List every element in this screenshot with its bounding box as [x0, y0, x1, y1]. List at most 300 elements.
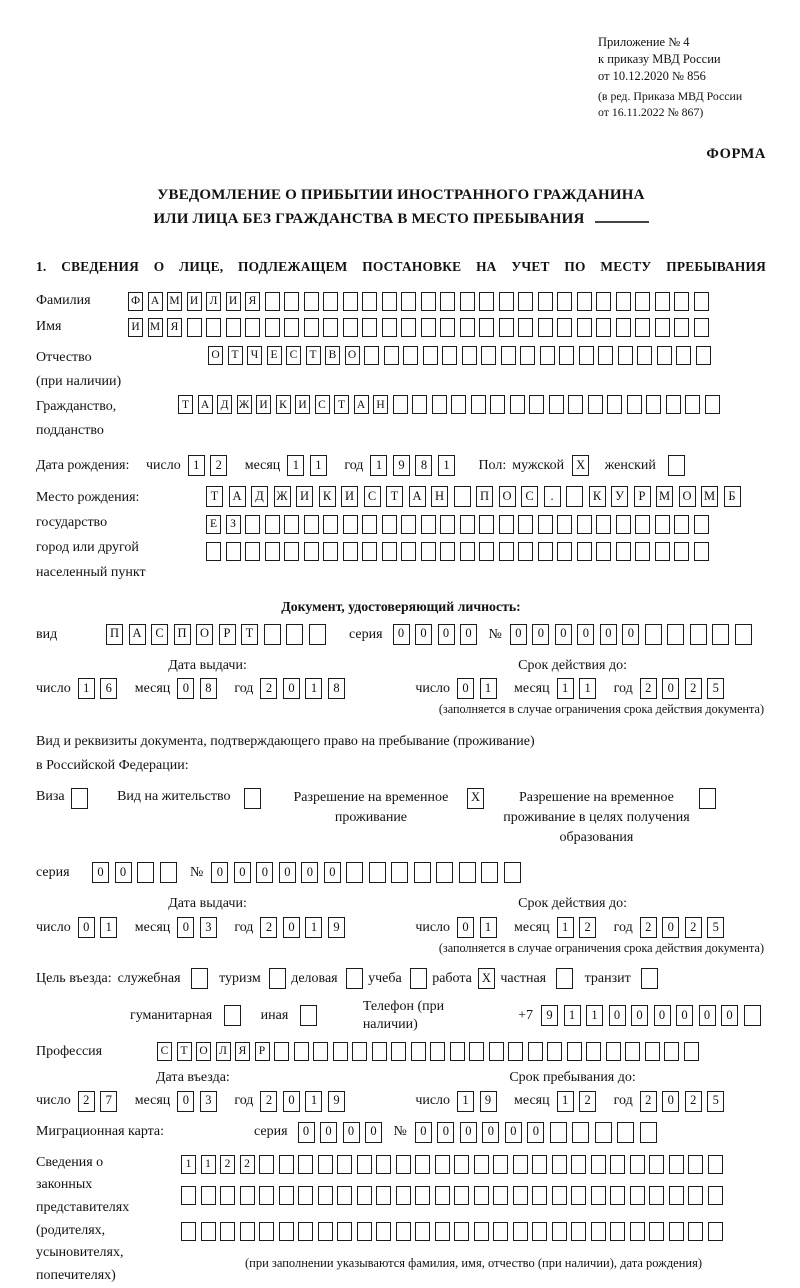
char-cell [279, 1186, 294, 1205]
char-cell: 0 [622, 624, 639, 645]
char-cell [333, 1042, 348, 1061]
residence-series-cells[interactable] [92, 862, 182, 883]
residence-valid-month-cells[interactable] [557, 917, 602, 938]
char-cell [676, 346, 691, 365]
char-cell [630, 1155, 645, 1174]
char-cell: 0 [555, 624, 572, 645]
char-cell [571, 1155, 586, 1174]
char-cell [538, 292, 553, 311]
char-cell [284, 292, 299, 311]
char-cell: 0 [662, 678, 679, 699]
stay-month-cells[interactable] [557, 1091, 602, 1112]
month-label: месяц [134, 681, 171, 697]
char-cell: 1 [480, 678, 497, 699]
entry-month-cells[interactable] [177, 1091, 222, 1112]
char-cell [471, 395, 486, 414]
day-label: число [415, 1093, 451, 1109]
char-cell [294, 1042, 309, 1061]
char-cell: 6 [100, 678, 117, 699]
birth-place-label: Место рождения: государство город или другой населенный пункт [36, 489, 146, 580]
entry-year-cells[interactable] [260, 1091, 350, 1112]
visa-label: Виза [36, 788, 65, 804]
char-cell [493, 1155, 508, 1174]
char-cell [421, 542, 436, 561]
char-cell [357, 1155, 372, 1174]
char-cell [410, 968, 427, 989]
char-cell [490, 395, 505, 414]
char-cell [532, 1186, 547, 1205]
char-cell [265, 542, 280, 561]
char-cell [435, 1186, 450, 1205]
char-cell: 5 [707, 1091, 724, 1112]
doc-number-cells[interactable] [510, 624, 758, 645]
char-cell [415, 1222, 430, 1241]
char-cell [415, 1186, 430, 1205]
char-cell: 7 [100, 1091, 117, 1112]
char-cell [298, 1222, 313, 1241]
appendix-header [598, 34, 766, 121]
char-cell: М [167, 292, 182, 311]
char-cell: В [325, 346, 340, 365]
char-cell: Л [206, 292, 221, 311]
char-cell [226, 318, 241, 337]
purpose-delovaya-label: деловая [291, 970, 338, 986]
doc-series-cells[interactable] [393, 624, 483, 645]
char-cell [616, 318, 631, 337]
char-cell [279, 1222, 294, 1241]
char-cell: 0 [211, 862, 228, 883]
char-cell: С [315, 395, 330, 414]
char-cell: 1 [557, 1091, 574, 1112]
char-cell [479, 542, 494, 561]
char-cell [454, 1222, 469, 1241]
char-cell [641, 968, 658, 989]
char-cell: 1 [579, 678, 596, 699]
doc-kind-label: вид [36, 626, 58, 642]
residence-issue-year-cells[interactable] [260, 917, 350, 938]
char-cell [499, 542, 514, 561]
purpose-rabota-checkbox[interactable] [478, 968, 501, 989]
issue-date-heading: Дата выдачи: [168, 657, 247, 673]
temp-residence-education-checkbox[interactable] [699, 788, 722, 809]
residence-issue-month-cells[interactable] [177, 917, 222, 938]
char-cell: К [589, 486, 606, 507]
valid-year-cells[interactable] [640, 678, 730, 699]
char-cell [538, 542, 553, 561]
citizenship-cells[interactable] [178, 395, 724, 414]
char-cell [566, 486, 583, 507]
char-cell [224, 1005, 241, 1026]
char-cell: 0 [482, 1122, 499, 1143]
char-cell [557, 318, 572, 337]
char-cell: С [364, 486, 381, 507]
revision-line: (в ред. Приказа МВД России [598, 89, 743, 104]
char-cell: 0 [324, 862, 341, 883]
char-cell [423, 346, 438, 365]
series-label: серия [36, 865, 70, 881]
char-cell [240, 1186, 255, 1205]
patronymic-row [36, 346, 766, 394]
char-cell [454, 1186, 469, 1205]
issue-day-cells[interactable] [78, 678, 123, 699]
issue-date-heading: Дата выдачи: [168, 896, 247, 912]
char-cell [630, 1222, 645, 1241]
char-cell: 0 [234, 862, 251, 883]
char-cell [298, 1186, 313, 1205]
char-cell [220, 1222, 235, 1241]
sex-female-label: женский [604, 457, 656, 473]
char-cell: И [226, 292, 241, 311]
birth-place-row3-cells[interactable] [206, 542, 713, 561]
char-cell [435, 1155, 450, 1174]
char-cell: 2 [579, 1091, 596, 1112]
char-cell: 0 [662, 917, 679, 938]
residence-doc-intro: Вид и реквизиты документа, подтверждающего право на пребывание (проживание) в Российской Федерации: [36, 733, 535, 774]
char-cell: 0 [527, 1122, 544, 1143]
year-label: год [613, 919, 633, 935]
char-cell: 9 [393, 455, 410, 476]
valid-month-cells[interactable] [557, 678, 602, 699]
char-cell [499, 318, 514, 337]
char-cell: 0 [365, 1122, 382, 1143]
char-cell: Ж [237, 395, 252, 414]
char-cell [655, 515, 670, 534]
issue-date-group [36, 678, 379, 699]
char-cell: 0 [177, 917, 194, 938]
char-cell [450, 1042, 465, 1061]
firstname-cells[interactable] [128, 318, 713, 337]
char-cell [635, 318, 650, 337]
year-label: год [234, 681, 254, 697]
char-cell [430, 1042, 445, 1061]
char-cell [240, 1222, 255, 1241]
profession-row [36, 1042, 766, 1061]
valid-until-heading: Срок действия до: [518, 896, 627, 912]
char-cell: 9 [328, 917, 345, 938]
purpose-delovaya-checkbox[interactable] [346, 968, 369, 989]
char-cell: Е [267, 346, 282, 365]
char-cell: 0 [609, 1005, 626, 1026]
char-cell [403, 346, 418, 365]
stay-day-cells[interactable] [457, 1091, 502, 1112]
issue-year-cells[interactable] [260, 678, 350, 699]
sex-female-checkbox[interactable] [668, 455, 691, 476]
entry-day-cells[interactable] [78, 1091, 123, 1112]
char-cell: К [276, 395, 291, 414]
number-label: № [393, 1124, 407, 1140]
number-label: № [190, 865, 204, 881]
char-cell: 1 [78, 678, 95, 699]
char-cell: 1 [564, 1005, 581, 1026]
char-cell [245, 542, 260, 561]
char-cell [577, 542, 592, 561]
char-cell: А [148, 292, 163, 311]
char-cell: 9 [480, 1091, 497, 1112]
residence-valid-note: (заполняется в случае ограничения срока действия документа) [438, 940, 764, 955]
char-cell: Л [216, 1042, 231, 1061]
char-cell [635, 515, 650, 534]
month-label: месяц [134, 919, 171, 935]
char-cell: 0 [631, 1005, 648, 1026]
char-cell [440, 515, 455, 534]
char-cell [549, 395, 564, 414]
char-cell [688, 1222, 703, 1241]
char-cell: 1 [305, 917, 322, 938]
char-cell [396, 1155, 411, 1174]
valid-until-group [379, 678, 766, 699]
purpose-chastnaya-label: частная [500, 970, 547, 986]
char-cell [712, 624, 729, 645]
char-cell: 5 [707, 678, 724, 699]
temp-residence-checkbox[interactable] [467, 788, 490, 809]
residence-valid-day-cells[interactable] [457, 917, 502, 938]
char-cell: 0 [600, 624, 617, 645]
birth-year-cells[interactable] [370, 455, 460, 476]
char-cell [369, 862, 386, 883]
char-cell [436, 862, 453, 883]
char-cell [577, 515, 592, 534]
char-cell [411, 1042, 426, 1061]
char-cell [460, 515, 475, 534]
char-cell [318, 1155, 333, 1174]
char-cell [343, 542, 358, 561]
char-cell [513, 1186, 528, 1205]
char-cell: 2 [260, 1091, 277, 1112]
char-cell: 1 [287, 455, 304, 476]
purpose-sluzhebnaya-checkbox[interactable] [191, 968, 214, 989]
migration-series-cells[interactable] [298, 1122, 388, 1143]
char-cell [557, 515, 572, 534]
char-cell [688, 1155, 703, 1174]
char-cell: 2 [220, 1155, 235, 1174]
residence-permit-checkbox[interactable] [244, 788, 267, 809]
char-cell: М [656, 486, 673, 507]
char-cell [357, 1186, 372, 1205]
char-cell [690, 624, 707, 645]
issue-month-cells[interactable] [177, 678, 222, 699]
identity-doc-row [36, 624, 766, 645]
char-cell [393, 395, 408, 414]
char-cell [323, 292, 338, 311]
day-label: число [36, 681, 71, 697]
purpose-tranzit-checkbox[interactable] [641, 968, 664, 989]
char-cell [401, 292, 416, 311]
char-cell [640, 1122, 657, 1143]
char-cell [284, 515, 299, 534]
char-cell [346, 862, 363, 883]
char-cell [588, 395, 603, 414]
profession-cells[interactable] [157, 1042, 703, 1061]
char-cell [304, 542, 319, 561]
char-cell [401, 515, 416, 534]
representatives-row1-cells[interactable] [181, 1155, 727, 1174]
stay-year-cells[interactable] [640, 1091, 730, 1112]
surname-cells[interactable] [128, 292, 713, 311]
char-cell: 0 [283, 1091, 300, 1112]
char-cell [649, 1155, 664, 1174]
char-cell [284, 318, 299, 337]
char-cell: О [196, 1042, 211, 1061]
purpose-ucheba-checkbox[interactable] [410, 968, 433, 989]
sex-male-checkbox[interactable] [572, 455, 595, 476]
purpose-gumanitarnaya-checkbox[interactable] [224, 1005, 247, 1026]
char-cell [137, 862, 154, 883]
char-cell: 0 [283, 678, 300, 699]
char-cell [309, 624, 326, 645]
birth-day-cells[interactable] [188, 455, 233, 476]
sex-label: Пол: [478, 457, 507, 473]
char-cell: 0 [92, 862, 109, 883]
year-label: год [234, 919, 254, 935]
residence-issue-day-cells[interactable] [78, 917, 123, 938]
char-cell: Т [178, 395, 193, 414]
char-cell [481, 862, 498, 883]
residence-permit-label: Вид на жительство [117, 788, 231, 804]
visa-checkbox[interactable] [71, 788, 94, 809]
char-cell [460, 292, 475, 311]
char-cell [384, 346, 399, 365]
char-cell: 1 [438, 455, 455, 476]
char-cell: С [151, 624, 168, 645]
appendix-line: к приказу МВД России [598, 51, 721, 66]
char-cell [279, 1155, 294, 1174]
char-cell: И [295, 395, 310, 414]
patronymic-cells[interactable] [208, 346, 715, 365]
char-cell [391, 1042, 406, 1061]
purpose-sluzhebnaya-label: служебная [117, 970, 181, 986]
char-cell: А [409, 486, 426, 507]
purpose-inaya-label: иная [260, 1007, 289, 1023]
char-cell [318, 1186, 333, 1205]
char-cell: О [679, 486, 696, 507]
char-cell: X [572, 455, 589, 476]
char-cell [454, 1155, 469, 1174]
representatives-row2-cells[interactable] [181, 1186, 727, 1205]
char-cell: 1 [370, 455, 387, 476]
purpose-rabota-label: работа [432, 970, 472, 986]
char-cell [694, 292, 709, 311]
char-cell [401, 318, 416, 337]
char-cell [479, 515, 494, 534]
char-cell: X [467, 788, 484, 809]
stay-until-heading: Срок пребывания до: [509, 1070, 636, 1086]
char-cell [191, 968, 208, 989]
char-cell: 1 [181, 1155, 196, 1174]
char-cell [668, 455, 685, 476]
birth-date-group [146, 455, 460, 476]
purpose-chastnaya-checkbox[interactable] [556, 968, 579, 989]
char-cell [645, 624, 662, 645]
char-cell [655, 318, 670, 337]
char-cell: 0 [532, 624, 549, 645]
year-label: год [234, 1093, 254, 1109]
valid-day-cells[interactable] [457, 678, 502, 699]
char-cell [694, 318, 709, 337]
day-label: число [36, 919, 71, 935]
char-cell: X [478, 968, 495, 989]
char-cell [571, 1186, 586, 1205]
char-cell [520, 346, 535, 365]
char-cell [245, 318, 260, 337]
char-cell [481, 346, 496, 365]
char-cell [362, 292, 377, 311]
birth-month-cells[interactable] [287, 455, 332, 476]
entry-date-group [36, 1091, 379, 1112]
residence-valid-year-cells[interactable] [640, 917, 730, 938]
char-cell: 0 [457, 917, 474, 938]
char-cell: 0 [415, 624, 432, 645]
char-cell [607, 395, 622, 414]
birth-date-label: Дата рождения: [36, 457, 130, 473]
char-cell: 5 [707, 917, 724, 938]
purpose-inaya-checkbox[interactable] [300, 1005, 323, 1026]
year-label: год [613, 1093, 633, 1109]
forma-label: ФОРМА [706, 145, 766, 162]
char-cell [376, 1186, 391, 1205]
char-cell [269, 968, 286, 989]
char-cell: З [226, 515, 241, 534]
year-label: год [613, 681, 633, 697]
valid-until-heading: Срок действия до: [518, 657, 627, 673]
char-cell [265, 292, 280, 311]
entry-date-heading: Дата въезда: [156, 1070, 230, 1086]
migration-number-cells[interactable] [415, 1122, 663, 1143]
year-label: год [344, 457, 364, 473]
form-title-line2: ИЛИ ЛИЦА БЕЗ ГРАЖДАНСТВА В МЕСТО ПРЕБЫВАНИЯ [36, 207, 766, 231]
char-cell [550, 1122, 567, 1143]
char-cell: 0 [460, 624, 477, 645]
month-label: месяц [134, 1093, 171, 1109]
phone-cells[interactable] [541, 1005, 766, 1026]
char-cell [518, 515, 533, 534]
char-cell: Д [251, 486, 268, 507]
month-label: месяц [514, 1093, 550, 1109]
representatives-row3-cells[interactable] [181, 1222, 727, 1241]
char-cell [655, 542, 670, 561]
representatives-label: Сведения о законных представителях (родителях, усыновителях, попечителях) [36, 1154, 130, 1284]
identity-doc-dates [36, 657, 766, 700]
char-cell [376, 1155, 391, 1174]
char-cell [382, 318, 397, 337]
char-cell [635, 292, 650, 311]
char-cell [579, 346, 594, 365]
char-cell [559, 346, 574, 365]
birth-place-row1-cells[interactable] [206, 486, 746, 507]
char-cell [401, 542, 416, 561]
char-cell [451, 395, 466, 414]
char-cell: Я [245, 292, 260, 311]
char-cell [323, 318, 338, 337]
char-cell [684, 1042, 699, 1061]
char-cell: 1 [557, 678, 574, 699]
doc-kind-cells[interactable] [106, 624, 331, 645]
purpose-turizm-checkbox[interactable] [269, 968, 292, 989]
char-cell [538, 515, 553, 534]
char-cell [528, 1042, 543, 1061]
char-cell [685, 395, 700, 414]
char-cell: Т [228, 346, 243, 365]
char-cell: 0 [78, 917, 95, 938]
residence-number-cells[interactable] [211, 862, 526, 883]
birth-place-row2-cells[interactable] [206, 515, 713, 534]
char-cell: Е [206, 515, 221, 534]
revision-line: от 16.11.2022 № 867) [598, 105, 704, 120]
char-cell [337, 1155, 352, 1174]
temp-residence-label: Разрешение на временное проживание [293, 789, 449, 825]
char-cell: С [157, 1042, 172, 1061]
representatives-cells-column [181, 1152, 766, 1272]
char-cell [596, 515, 611, 534]
